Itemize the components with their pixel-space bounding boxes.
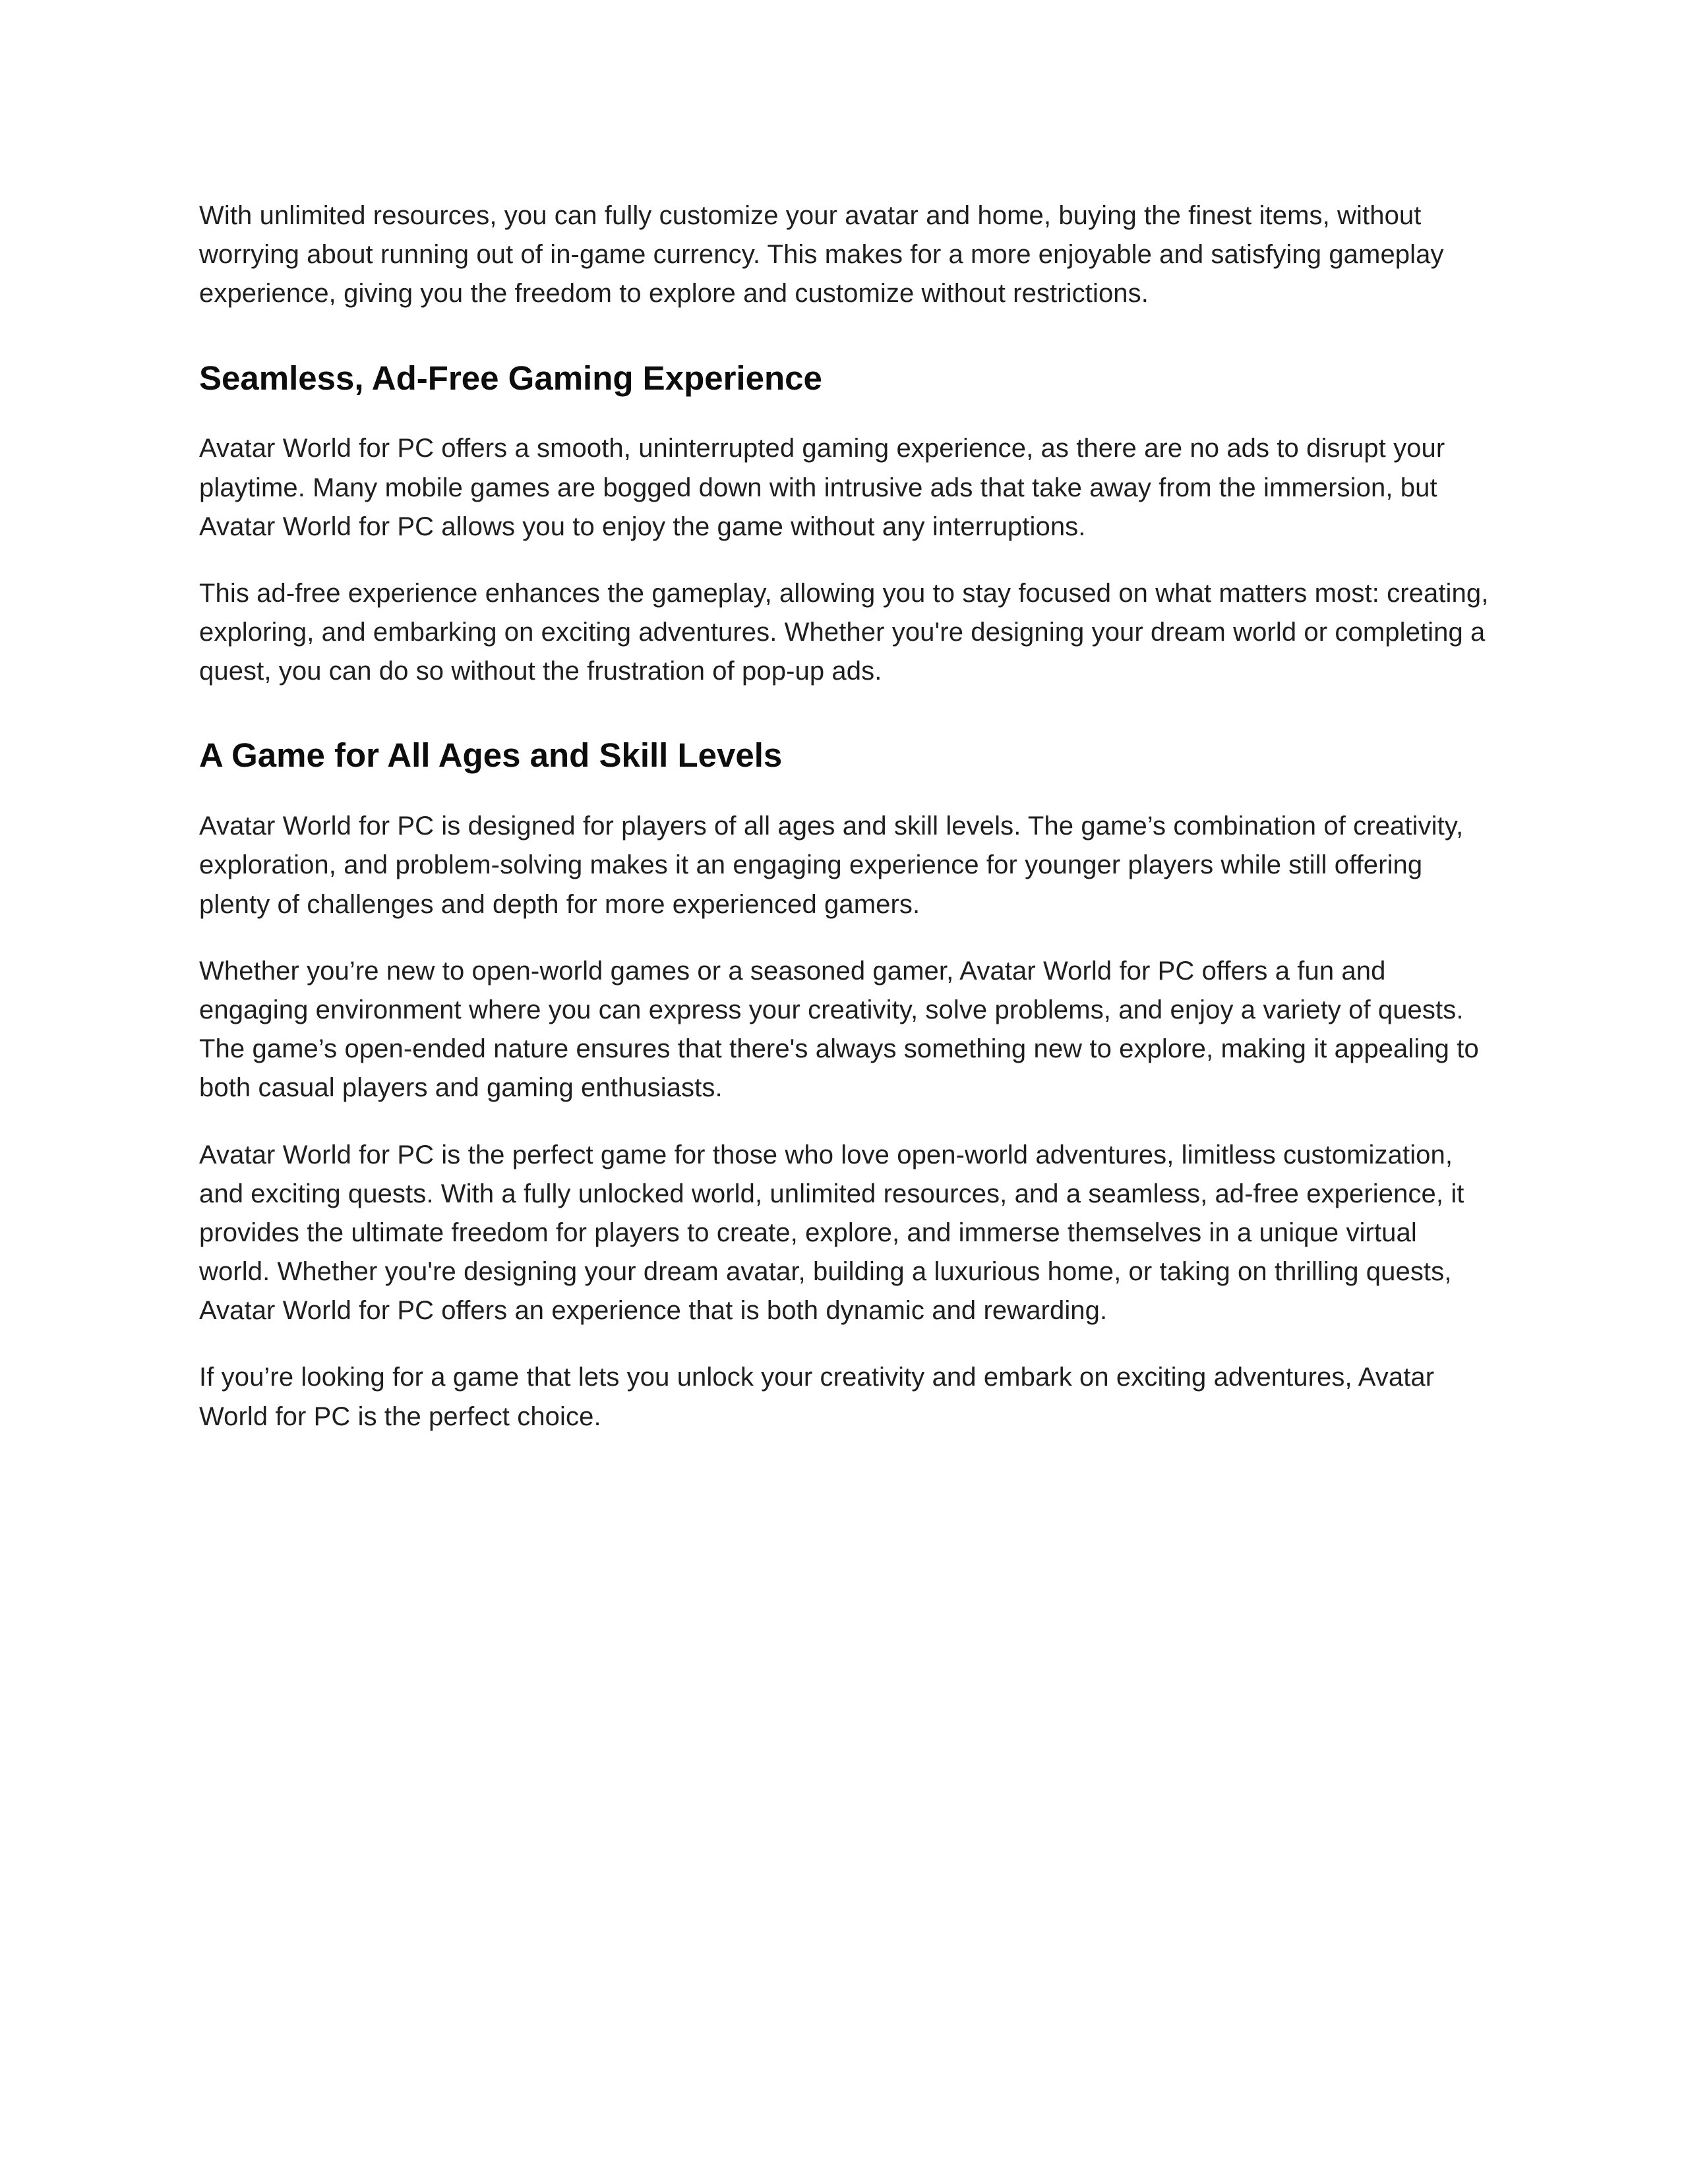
paragraph-ad-free-2: This ad-free experience enhances the gameplay, allowing you to stay focused on what matters most: creating, exploring, and embarking on exciting adventures. Whether you're designing your dream world or completing a quest, you can do so without the frustration of pop-up ads.: [199, 578, 1489, 686]
paragraph-closing-recommendation: If you’re looking for a game that lets you unlock your creativity and embark on exciting adventures, Avatar World for PC is the perfect choice.: [199, 1363, 1435, 1431]
section-heading-ad-free-experience: Seamless, Ad-Free Gaming Experience: [199, 359, 822, 397]
paragraph-intro-unlimited-resources: With unlimited resources, you can fully customize your avatar and home, buying the finest items, without worrying about running out of in-game currency. This makes for a more enjoyable and satisfying gameplay experience, giving you the freedom to explore and customize without restrictions.: [199, 201, 1444, 309]
section-heading-all-ages: A Game for All Ages and Skill Levels: [199, 736, 783, 775]
paragraph-conclusion-summary: Avatar World for PC is the perfect game for those who love open-world adventures, limitless customization, and exciting quests. With a fully unlocked world, unlimited resources, and a seamless, ad-free experience, it provides the ultimate freedom for players to create, explore, and immerse themselves in a unique virtual world. Whether you're designing your dream avatar, building a luxurious home, or taking on thrilling quests, Avatar World for PC offers an experience that is both dynamic and rewarding.: [199, 1140, 1464, 1326]
paragraph-ad-free-1: Avatar World for PC offers a smooth, uninterrupted gaming experience, as there are no ads to disrupt your playtime. Many mobile games are bogged down with intrusive ads that take away from the immersion, but Avatar World for PC allows you to enjoy the game without any interruptions.: [199, 434, 1445, 541]
paragraph-all-ages-2: Whether you’re new to open-world games or a seasoned gamer, Avatar World for PC offers a fun and engaging environment where you can express your creativity, solve problems, and enjoy a variety of quests. The game’s open-ended nature ensures that there's always something new to explore, making it appealing to both casual players and gaming enthusiasts.: [199, 956, 1479, 1103]
paragraph-all-ages-1: Avatar World for PC is designed for players of all ages and skill levels. The game’s combination of creativity, exploration, and problem-solving makes it an engaging experience for younger players while still offering plenty of challenges and depth for more experienced gamers.: [199, 812, 1464, 919]
